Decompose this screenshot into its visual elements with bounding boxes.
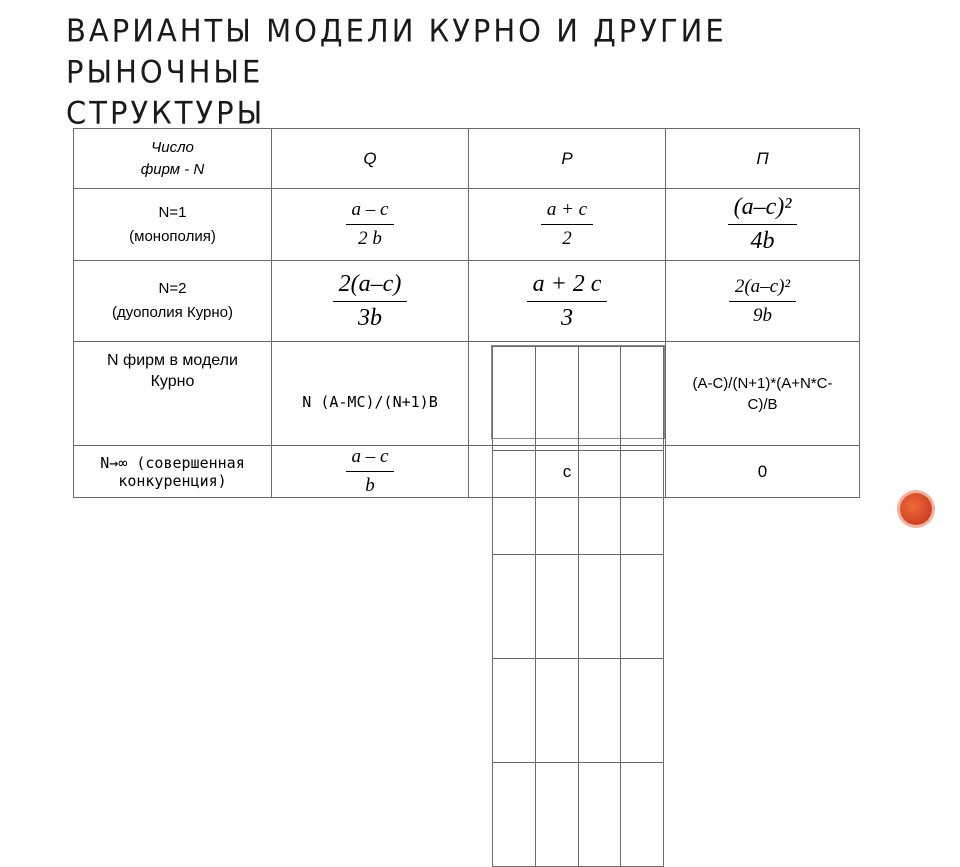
duopoly-p-numerator: a + 2 c (527, 271, 608, 302)
monopoly-label (74, 189, 272, 261)
table-row-duopoly (74, 261, 860, 342)
monopoly-p (469, 189, 666, 261)
perfect-q-formula (346, 446, 395, 497)
duopoly-label-line1: N=2 (158, 280, 187, 297)
cournot-table (73, 128, 860, 498)
monopoly-pi (666, 189, 860, 261)
perfect-label-line1: N→∞ (совершенная (100, 453, 245, 472)
monopoly-label-line1: N=1 (158, 203, 187, 221)
duopoly-q-numerator: 2(a–c) (333, 271, 408, 302)
duopoly-pi (666, 261, 860, 342)
header-firm-count-line1: Число (151, 138, 194, 156)
n-firms-pi-line1: (A-C)/(N+1)*(A+N*C- (692, 374, 833, 392)
perfect-pi (666, 446, 860, 498)
n-firms-q-formula: N (A-MC)/(N+1)B (302, 392, 438, 411)
header-firm-count (74, 129, 272, 189)
duopoly-pi-numerator: 2(a–c)² (729, 276, 796, 302)
perfect-p-value: c (562, 461, 572, 481)
duopoly-label-line2: (дуополия Курно) (112, 304, 233, 321)
duopoly-pi-denominator: 9b (752, 304, 772, 326)
n-firms-label-line1: N фирм в модели (107, 352, 238, 369)
monopoly-p-numerator: a + c (541, 199, 593, 225)
n-firms-q (272, 342, 469, 446)
monopoly-pi-denominator: 4b (750, 228, 775, 254)
perfect-pi-value: 0 (757, 461, 768, 481)
monopoly-p-formula (541, 199, 593, 250)
n-firms-label-text (78, 350, 267, 392)
duopoly-q-denominator: 3b (357, 304, 382, 331)
perfect-label (74, 446, 272, 498)
slide-title (66, 10, 886, 133)
duopoly-pi-formula (729, 276, 796, 327)
perfect-q-denominator: b (365, 475, 375, 496)
duopoly-q (272, 261, 469, 342)
table-header-row (74, 129, 860, 189)
monopoly-p-denominator: 2 (562, 228, 572, 249)
perfect-label-line2: конкуренция) (118, 471, 227, 490)
table-row-perfect-competition (74, 446, 860, 498)
n-firms-pi-line2: C)/B (747, 395, 778, 413)
n-firms-pi-formula (666, 373, 859, 415)
monopoly-q (272, 189, 469, 261)
n-firms-label (74, 342, 272, 446)
perfect-q (272, 446, 469, 498)
slide-title-line2: СТРУКТУРЫ (66, 94, 266, 131)
duopoly-p-denominator: 3 (560, 304, 573, 331)
table-row-monopoly (74, 189, 860, 261)
n-firms-p (469, 342, 666, 446)
header-firm-count-line2: фирм - N (140, 160, 205, 178)
monopoly-pi-formula (728, 194, 798, 255)
slide-title-line1: ВАРИАНТЫ МОДЕЛИ КУРНО И ДРУГИЕ РЫНОЧНЫЕ (66, 12, 727, 90)
monopoly-q-formula (346, 199, 395, 250)
header-pi (666, 129, 860, 189)
n-firms-pi (666, 342, 860, 446)
header-pi-text: П (756, 148, 769, 168)
monopoly-label-line2: (монополия) (129, 227, 216, 245)
n-firms-label-line2: Курно (150, 373, 195, 390)
header-p-text: P (561, 148, 573, 168)
duopoly-label (74, 261, 272, 342)
perfect-q-numerator: a – c (346, 446, 395, 472)
header-p (469, 129, 666, 189)
monopoly-q-denominator: 2 b (358, 228, 382, 249)
table-row-n-firms (74, 342, 860, 446)
monopoly-pi-numerator: (a–c)² (728, 194, 798, 225)
slide-logo-icon (900, 493, 932, 525)
header-q (272, 129, 469, 189)
duopoly-q-formula (333, 271, 408, 332)
duopoly-p-formula (527, 271, 608, 332)
embedded-table-thumbnail (491, 345, 665, 439)
header-q-text: Q (363, 148, 377, 168)
monopoly-q-numerator: a – c (346, 199, 395, 225)
duopoly-p (469, 261, 666, 342)
